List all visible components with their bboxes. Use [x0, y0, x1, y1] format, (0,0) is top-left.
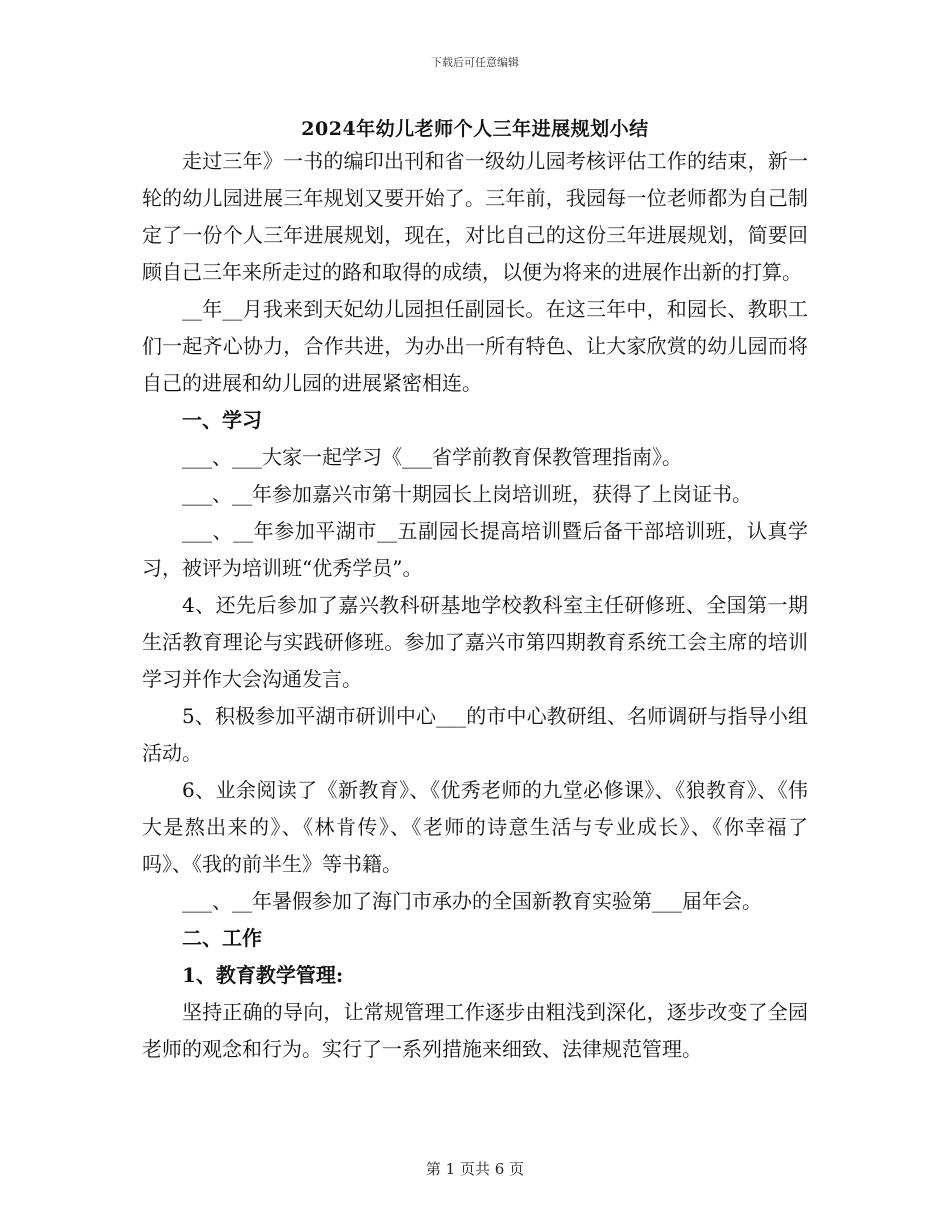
study-item-1: ___、___大家一起学习《___省学前教育保教管理指南》。 — [182, 445, 682, 469]
subsection-heading-teaching-management: 1、教育教学管理: — [182, 963, 344, 987]
section-heading-study: 一、学习 — [182, 408, 262, 432]
document-body — [142, 143, 808, 1068]
study-item-2: ___、__年参加嘉兴市第十期园长上岗培训班，获得了上岗证书。 — [182, 482, 752, 506]
study-item-6: 6、业余阅读了《新教育》、《优秀老师的九堂必修课》、《狼教育》、《伟大是熬出来的》、《林肯传》、《老师的诗意生活与专业成长》、《你幸福了吗》、《我的前半生》等书籍。 — [142, 778, 808, 876]
study-item-5: 5、积极参加平湖市研训中心___的市中心教研组、名师调研与指导小组活动。 — [142, 704, 808, 765]
study-item-3: ___、__年参加平湖市__五副园长提高培训暨后备干部培训班，认真学习，被评为培训班“优秀学员”。 — [142, 519, 808, 580]
page-number: 第 1 页共 6 页 — [425, 1160, 525, 1178]
page-header-note: 下载后可任意编辑 — [431, 56, 519, 69]
document-title: 2024年幼儿老师个人三年进展规划小结 — [301, 118, 649, 140]
study-item-7: ___、__年暑假参加了海门市承办的全国新教育实验第___届年会。 — [182, 889, 762, 913]
section-heading-work: 二、工作 — [182, 926, 262, 950]
teaching-management-paragraph: 坚持正确的导向，让常规管理工作逐步由粗浅到深化，逐步改变了全园老师的观念和行为。实行了一系列措施来细致、法律规范管理。 — [142, 1000, 808, 1061]
intro-paragraph: 走过三年》一书的编印出刊和省一级幼儿园考核评估工作的结束，新一轮的幼儿园进展三年规划又要开始了。三年前，我园每一位老师都为自己制定了一份个人三年进展规划，现在，对比自己的这份三年进展规划，简要回顾自己三年来所走过的路和取得的成绩，以便为将来的进展作出新的打算。 — [142, 149, 808, 284]
study-item-4: 4、还先后参加了嘉兴教科研基地学校教科室主任研修班、全国第一期生活教育理论与实践研修班。参加了嘉兴市第四期教育系统工会主席的培训学习并作大会沟通发言。 — [142, 593, 808, 691]
appointment-paragraph: __年__月我来到天妃幼儿园担任副园长。在这三年中，和园长、教职工们一起齐心协力，合作共进，为办出一所有特色、让大家欣赏的幼儿园而将自己的进展和幼儿园的进展紧密相连。 — [142, 297, 808, 395]
